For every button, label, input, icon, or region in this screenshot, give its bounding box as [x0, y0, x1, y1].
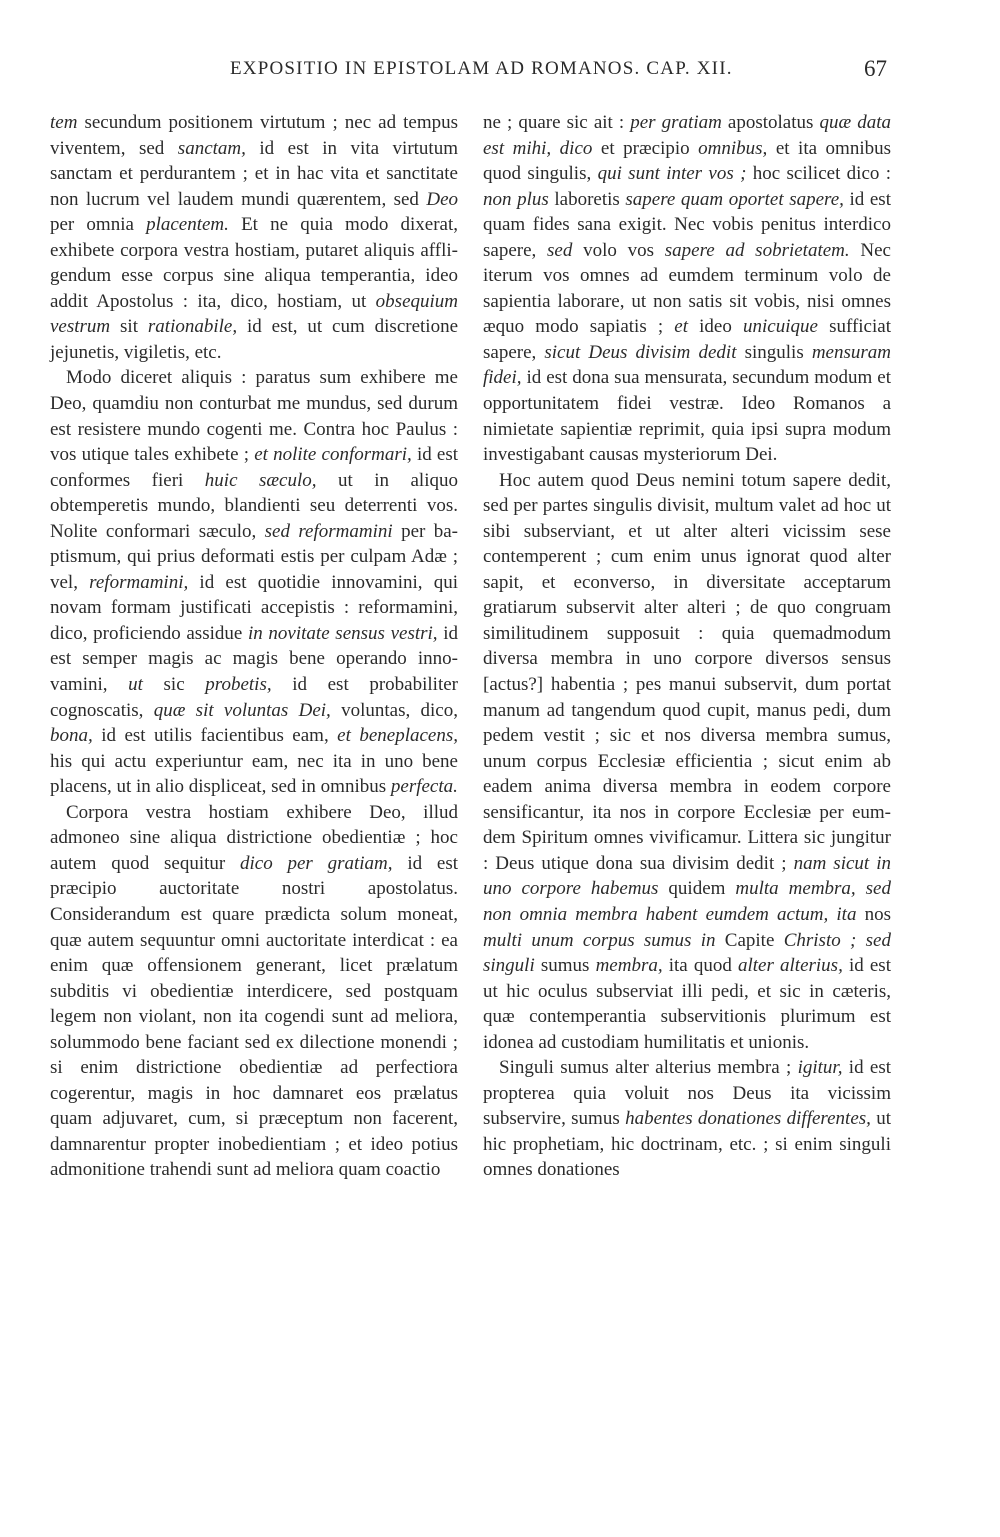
- italic-text: sed reformamini: [264, 520, 393, 542]
- text-run: sumus: [534, 955, 596, 977]
- text-run: Nec iterum vos omnes ad eumdem terminum volo de sapientia laborare, ut non satis sit vobis, nisi omnes æquo modo sapiatis ;: [483, 239, 891, 338]
- italic-text: huic sæculo,: [204, 469, 317, 491]
- text-run: id est conformes fieri: [50, 444, 459, 491]
- text-run: id est ut hic oculus subserviat illi pedi, et sic in cæteris, quæ contemperantia subservitionis plurimum est idonea ad custodiam humilitatis et unionis.: [483, 955, 891, 1053]
- text-run: et præcipio: [592, 137, 699, 159]
- italic-text: reformamini,: [89, 571, 189, 593]
- italic-text: sapere ad sobrietatem.: [664, 239, 850, 261]
- paragraph: [483, 1055, 891, 1183]
- italic-text: membra,: [595, 955, 663, 977]
- text-run: Hoc autem quod Deus nemini totum sapere dedit, sed per partes singulis divisit, multum valet ad hoc ut sibi subserviant, et ut alter alteri vicissim sese contemperent ; cum enim unus ignorat quod alter sapit, et econverso, in diversitate acceptarum gratiarum subservit alter alteri ; de quo congruam similitudinem supposuit : quia quemadmodum diversa membra in uno corpore diversos sensus [actus?] habentia ; pes manui subservit, dum portat manum ad tangendum quod cupit, manus pedi, dum pedem vestit ; sic et nos diversa membra sumus, unum corpus Ecclesiæ efficientia ; sicut enim ab eadem anima diversa membra in eodem corpore sensificantur, ita nos in corpore Ecclesiæ per eumdem Spiritum omnes vivificamur. Littera sic jungitur : Deus utique dona sua divisim dedit ;: [483, 469, 891, 874]
- italic-text: et: [674, 316, 688, 338]
- paragraph: [483, 110, 891, 468]
- text-run: ut hic prophetiam, hic doctrinam, etc. ; si enim singuli omnes donationes: [483, 1108, 891, 1181]
- italic-text: dico per gratiam,: [240, 852, 393, 874]
- text-run: Corpora vestra hostiam exhibere Deo, illud admoneo sine aliqua districtione obedientiæ ; hoc autem quod sequitur: [50, 801, 458, 874]
- italic-text: dico: [559, 137, 593, 159]
- italic-text: igitur,: [797, 1057, 843, 1079]
- italic-text: et nolite conformari,: [254, 444, 412, 466]
- text-run: id est in vita virtutum sanctam et perdurantem ; et in hac vita et sanctitate non lucrum vel laudem mundi quærentem, sed: [50, 137, 458, 210]
- italic-text: unicuique: [743, 316, 818, 338]
- text-run: id est probabiliter cognoscatis,: [50, 674, 458, 721]
- text-run: ideo: [688, 316, 743, 338]
- text-run: id est quam fides sana exigit. Nec vobis penitus interdico sapere,: [483, 188, 891, 261]
- text-run: nos: [856, 903, 891, 925]
- paragraph: [50, 110, 458, 365]
- text-run: volo vos: [572, 239, 665, 261]
- italic-text: alter alterius,: [738, 955, 843, 977]
- text-run: sic: [142, 674, 206, 696]
- italic-text: in novitate sensus vestri,: [247, 622, 438, 644]
- text-run: ita quod: [662, 955, 738, 977]
- text-run: et ita omnibus quod singulis,: [483, 137, 891, 185]
- text-run: id est semper magis ac magis bene operando innovamini,: [50, 622, 458, 696]
- text-run: Singuli sumus alter alterius membra ;: [499, 1057, 798, 1079]
- text-run: [551, 138, 560, 159]
- text-run: ne ; quare sic ait :: [483, 112, 631, 133]
- text-run: Capite: [715, 929, 784, 951]
- italic-text: Christo ; sed singuli: [483, 929, 891, 977]
- text-run: sufficiat sapere,: [483, 316, 891, 363]
- italic-text: quæ data est mihi,: [483, 112, 892, 159]
- text-run: id est utilis facientibus eam,: [92, 725, 338, 747]
- paragraph: [483, 468, 891, 1056]
- italic-text: multi unum corpus sumus in: [483, 929, 716, 951]
- italic-text: multa membra, sed non omnia membra habent eumdem actum, ita: [483, 878, 891, 925]
- page-number: 67: [864, 56, 887, 81]
- italic-text: probetis,: [205, 674, 272, 696]
- italic-text: ut: [128, 674, 143, 696]
- italic-text: mensuram fidei,: [483, 341, 891, 389]
- italic-text: omnibus,: [698, 137, 768, 159]
- text-run: singulis: [736, 341, 812, 363]
- text-run: id est propterea quia voluit nos Deus ita vicissim subservire, sumus: [483, 1057, 891, 1130]
- text-run: hoc scilicet dico :: [746, 163, 892, 185]
- italic-text: et beneplacens,: [337, 725, 458, 747]
- italic-text: qui sunt inter vos ;: [597, 163, 747, 185]
- italic-text: nam sicut in uno corpore habemus: [483, 852, 891, 900]
- text-run: voluntas, dico,: [330, 699, 458, 721]
- text-run: id est quotidie innovamini, qui novam formam justificati accepistis : reformamini, dico, proficiendo assidue: [50, 571, 458, 644]
- italic-text: non plus: [483, 188, 549, 210]
- italic-text: habentes donationes differentes,: [625, 1108, 871, 1130]
- text-run: apostolatus: [721, 112, 820, 133]
- text-run: secundum positionem virtutum ; nec ad tempus viventem, sed: [50, 112, 458, 159]
- text-run: per omnia: [50, 214, 147, 236]
- italic-text: bona,: [50, 725, 93, 747]
- italic-text: rationabile,: [147, 316, 238, 338]
- italic-text: sicut Deus divisim dedit: [544, 341, 737, 363]
- italic-text: per gratiam: [630, 112, 722, 133]
- text-run: per baptismum, qui prius deformati estis per culpam Adæ ; vel,: [50, 520, 458, 593]
- text-run: id est, ut cum discretione jejunetis, vigiletis, etc.: [50, 316, 459, 363]
- left-column: [50, 110, 458, 1183]
- text-run: id est dona sua mensurata, secundum modum et opportunitatem fidei vestræ. Ideo Romanos a nimietate sapientiæ reprimit, quia ipsi supra modum investigabant causas mysteriorum Dei.: [483, 367, 891, 466]
- running-header: EXPOSITIO IN EPISTOLAM AD ROMANOS. CAP. XII.: [230, 58, 733, 79]
- text-run: Modo diceret aliquis : paratus sum exhibere me Deo, quamdiu non conturbat me mundus, sed durum est resistere mundo cogenti me. Contra hoc Paulus : vos utique tales exhibete ;: [50, 367, 458, 466]
- text-run: ut in aliquo obtemperetis mundo, blandienti seu deterrenti vos. Nolite conformari sæculo,: [50, 469, 458, 542]
- text-run: laboretis: [548, 188, 626, 210]
- paragraph: [50, 365, 458, 799]
- text-run: quidem: [658, 878, 736, 900]
- italic-text: Deo: [426, 188, 458, 210]
- italic-text: perfecta.: [390, 776, 458, 798]
- text-run: sit: [110, 316, 148, 338]
- italic-text: sapere quam oportet sapere,: [625, 188, 844, 210]
- italic-text: quæ sit voluntas Dei,: [153, 699, 331, 721]
- text-run: Et ne quia modo dixerat, exhibete corpora vestra hostiam, putaret aliquis affligendum esse corpus sine aliqua temperantia, ideo addit Apostolus : ita, dico, hostiam, ut: [50, 214, 458, 312]
- italic-text: tem: [50, 112, 78, 133]
- text-run: his qui actu experiuntur eam, nec ita in uno bene placens, ut in alio displiceat, sed in omnibus: [50, 750, 458, 798]
- italic-text: sed: [547, 239, 573, 261]
- italic-text: placentem.: [146, 214, 229, 236]
- right-column: [483, 110, 891, 1183]
- text-run: id est præcipio auctoritate nostri apostolatus. Considerandum est quare prædicta solum moneat, quæ autem sequuntur omni auctoritate interdicat : ea enim quæ offensionem generant, licet prælatum subditis vi obedientiæ interdicere, sed postquam legem non violant, non ita cogendi sunt ad meliora, solummodo bene faciant sed ex dilectione monendi ; si enim districtione obedientiæ ad perfectiora cogerentur, magis in hoc damnaret eos prælatus quam adjuvaret, cum, si præceptum non facerent, damnarentur propter inobedientiam ; et ideo potius admonitione trahendi sunt ad meliora quam coactio: [50, 852, 459, 1181]
- paragraph: [50, 800, 458, 1183]
- italic-text: obsequium vestrum: [50, 290, 458, 338]
- italic-text: sanctam,: [177, 137, 246, 159]
